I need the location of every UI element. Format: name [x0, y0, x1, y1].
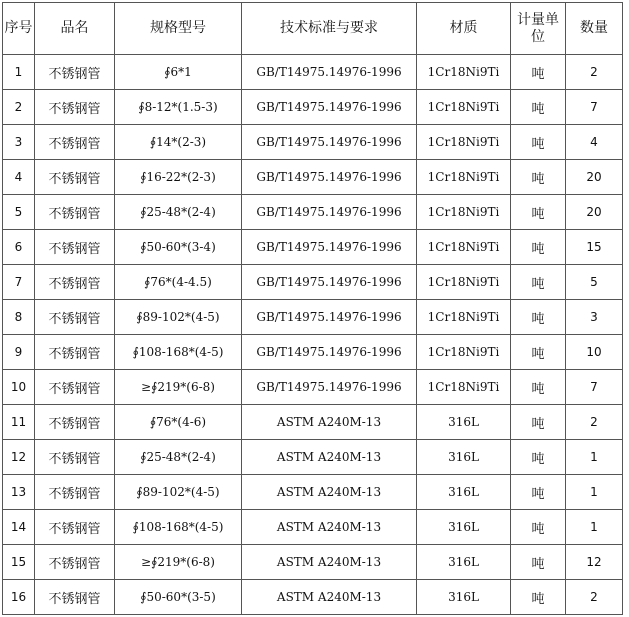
- header-unit: 计量单位: [511, 3, 566, 55]
- row-material: 316L: [417, 405, 511, 440]
- row-seq: 14: [3, 510, 35, 545]
- row-spec: ∮50-60*(3-4): [115, 230, 242, 265]
- row-product-name: 不锈钢管: [35, 125, 115, 160]
- row-product-name: 不锈钢管: [35, 230, 115, 265]
- row-seq: 7: [3, 265, 35, 300]
- row-material: 1Cr18Ni9Ti: [417, 125, 511, 160]
- row-unit: 吨: [511, 580, 566, 615]
- row-unit: 吨: [511, 230, 566, 265]
- row-spec: ∮14*(2-3): [115, 125, 242, 160]
- row-material: 316L: [417, 510, 511, 545]
- row-product-name: 不锈钢管: [35, 580, 115, 615]
- row-seq: 13: [3, 475, 35, 510]
- row-quantity: 1: [566, 510, 623, 545]
- row-material: 1Cr18Ni9Ti: [417, 335, 511, 370]
- row-standard: ASTM A240M-13: [242, 510, 417, 545]
- row-spec: ∮25-48*(2-4): [115, 195, 242, 230]
- row-standard: GB/T14975.14976-1996: [242, 160, 417, 195]
- row-quantity: 12: [566, 545, 623, 580]
- row-product-name: 不锈钢管: [35, 90, 115, 125]
- table-row: [3, 265, 623, 300]
- row-material: 316L: [417, 475, 511, 510]
- row-unit: 吨: [511, 370, 566, 405]
- table-row: [3, 300, 623, 335]
- row-seq: 9: [3, 335, 35, 370]
- row-material: 1Cr18Ni9Ti: [417, 160, 511, 195]
- row-seq: 11: [3, 405, 35, 440]
- header-standard: 技术标准与要求: [242, 3, 417, 55]
- table-header-row: [3, 3, 623, 55]
- row-product-name: 不锈钢管: [35, 475, 115, 510]
- row-material: 316L: [417, 440, 511, 475]
- row-quantity: 15: [566, 230, 623, 265]
- header-spec: 规格型号: [115, 3, 242, 55]
- header-seq: 序号: [3, 3, 35, 55]
- row-spec: ∮6*1: [115, 55, 242, 90]
- row-quantity: 20: [566, 160, 623, 195]
- table-row: [3, 55, 623, 90]
- row-seq: 3: [3, 125, 35, 160]
- row-standard: GB/T14975.14976-1996: [242, 370, 417, 405]
- row-material: 316L: [417, 580, 511, 615]
- row-product-name: 不锈钢管: [35, 55, 115, 90]
- row-seq: 6: [3, 230, 35, 265]
- row-seq: 2: [3, 90, 35, 125]
- row-material: 1Cr18Ni9Ti: [417, 90, 511, 125]
- row-seq: 12: [3, 440, 35, 475]
- row-seq: 4: [3, 160, 35, 195]
- row-quantity: 10: [566, 335, 623, 370]
- row-unit: 吨: [511, 265, 566, 300]
- row-standard: GB/T14975.14976-1996: [242, 300, 417, 335]
- row-quantity: 4: [566, 125, 623, 160]
- row-spec: ∮76*(4-4.5): [115, 265, 242, 300]
- row-spec: ≥∮219*(6-8): [115, 370, 242, 405]
- table-row: [3, 580, 623, 615]
- row-seq: 1: [3, 55, 35, 90]
- row-unit: 吨: [511, 195, 566, 230]
- table-row: [3, 510, 623, 545]
- table-row: [3, 545, 623, 580]
- row-unit: 吨: [511, 335, 566, 370]
- row-standard: GB/T14975.14976-1996: [242, 230, 417, 265]
- row-unit: 吨: [511, 90, 566, 125]
- row-material: 1Cr18Ni9Ti: [417, 300, 511, 335]
- row-quantity: 2: [566, 580, 623, 615]
- row-standard: GB/T14975.14976-1996: [242, 195, 417, 230]
- row-quantity: 5: [566, 265, 623, 300]
- row-material: 1Cr18Ni9Ti: [417, 55, 511, 90]
- row-standard: ASTM A240M-13: [242, 545, 417, 580]
- header-name: 品名: [35, 3, 115, 55]
- row-spec: ∮89-102*(4-5): [115, 300, 242, 335]
- row-quantity: 7: [566, 90, 623, 125]
- row-spec: ∮108-168*(4-5): [115, 510, 242, 545]
- row-standard: GB/T14975.14976-1996: [242, 55, 417, 90]
- row-quantity: 7: [566, 370, 623, 405]
- row-seq: 5: [3, 195, 35, 230]
- row-unit: 吨: [511, 300, 566, 335]
- row-unit: 吨: [511, 475, 566, 510]
- row-product-name: 不锈钢管: [35, 370, 115, 405]
- row-spec: ∮108-168*(4-5): [115, 335, 242, 370]
- row-standard: GB/T14975.14976-1996: [242, 125, 417, 160]
- row-standard: ASTM A240M-13: [242, 440, 417, 475]
- row-quantity: 3: [566, 300, 623, 335]
- row-unit: 吨: [511, 510, 566, 545]
- table-row: [3, 90, 623, 125]
- row-material: 1Cr18Ni9Ti: [417, 370, 511, 405]
- row-seq: 8: [3, 300, 35, 335]
- row-standard: ASTM A240M-13: [242, 475, 417, 510]
- row-standard: GB/T14975.14976-1996: [242, 335, 417, 370]
- row-material: 316L: [417, 545, 511, 580]
- row-spec: ∮76*(4-6): [115, 405, 242, 440]
- table-row: [3, 335, 623, 370]
- row-standard: ASTM A240M-13: [242, 580, 417, 615]
- row-product-name: 不锈钢管: [35, 545, 115, 580]
- row-material: 1Cr18Ni9Ti: [417, 265, 511, 300]
- row-product-name: 不锈钢管: [35, 335, 115, 370]
- table-row: [3, 440, 623, 475]
- spec-table: [2, 2, 623, 615]
- row-spec: ∮8-12*(1.5-3): [115, 90, 242, 125]
- header-qty: 数量: [566, 3, 623, 55]
- row-seq: 15: [3, 545, 35, 580]
- row-seq: 16: [3, 580, 35, 615]
- row-spec: ≥∮219*(6-8): [115, 545, 242, 580]
- row-unit: 吨: [511, 125, 566, 160]
- table-row: [3, 405, 623, 440]
- table-row: [3, 230, 623, 265]
- row-material: 1Cr18Ni9Ti: [417, 195, 511, 230]
- row-unit: 吨: [511, 55, 566, 90]
- table-row: [3, 160, 623, 195]
- row-spec: ∮50-60*(3-5): [115, 580, 242, 615]
- row-standard: GB/T14975.14976-1996: [242, 90, 417, 125]
- row-product-name: 不锈钢管: [35, 510, 115, 545]
- row-product-name: 不锈钢管: [35, 405, 115, 440]
- row-material: 1Cr18Ni9Ti: [417, 230, 511, 265]
- row-quantity: 1: [566, 475, 623, 510]
- row-quantity: 20: [566, 195, 623, 230]
- table-row: [3, 125, 623, 160]
- table-row: [3, 475, 623, 510]
- row-spec: ∮16-22*(2-3): [115, 160, 242, 195]
- row-standard: GB/T14975.14976-1996: [242, 265, 417, 300]
- row-quantity: 1: [566, 440, 623, 475]
- row-standard: ASTM A240M-13: [242, 405, 417, 440]
- row-product-name: 不锈钢管: [35, 195, 115, 230]
- row-spec: ∮25-48*(2-4): [115, 440, 242, 475]
- row-spec: ∮89-102*(4-5): [115, 475, 242, 510]
- row-seq: 10: [3, 370, 35, 405]
- row-product-name: 不锈钢管: [35, 440, 115, 475]
- row-quantity: 2: [566, 405, 623, 440]
- row-product-name: 不锈钢管: [35, 160, 115, 195]
- row-quantity: 2: [566, 55, 623, 90]
- header-material: 材质: [417, 3, 511, 55]
- row-product-name: 不锈钢管: [35, 300, 115, 335]
- row-product-name: 不锈钢管: [35, 265, 115, 300]
- table-row: [3, 195, 623, 230]
- row-unit: 吨: [511, 405, 566, 440]
- row-unit: 吨: [511, 440, 566, 475]
- table-row: [3, 370, 623, 405]
- row-unit: 吨: [511, 160, 566, 195]
- row-unit: 吨: [511, 545, 566, 580]
